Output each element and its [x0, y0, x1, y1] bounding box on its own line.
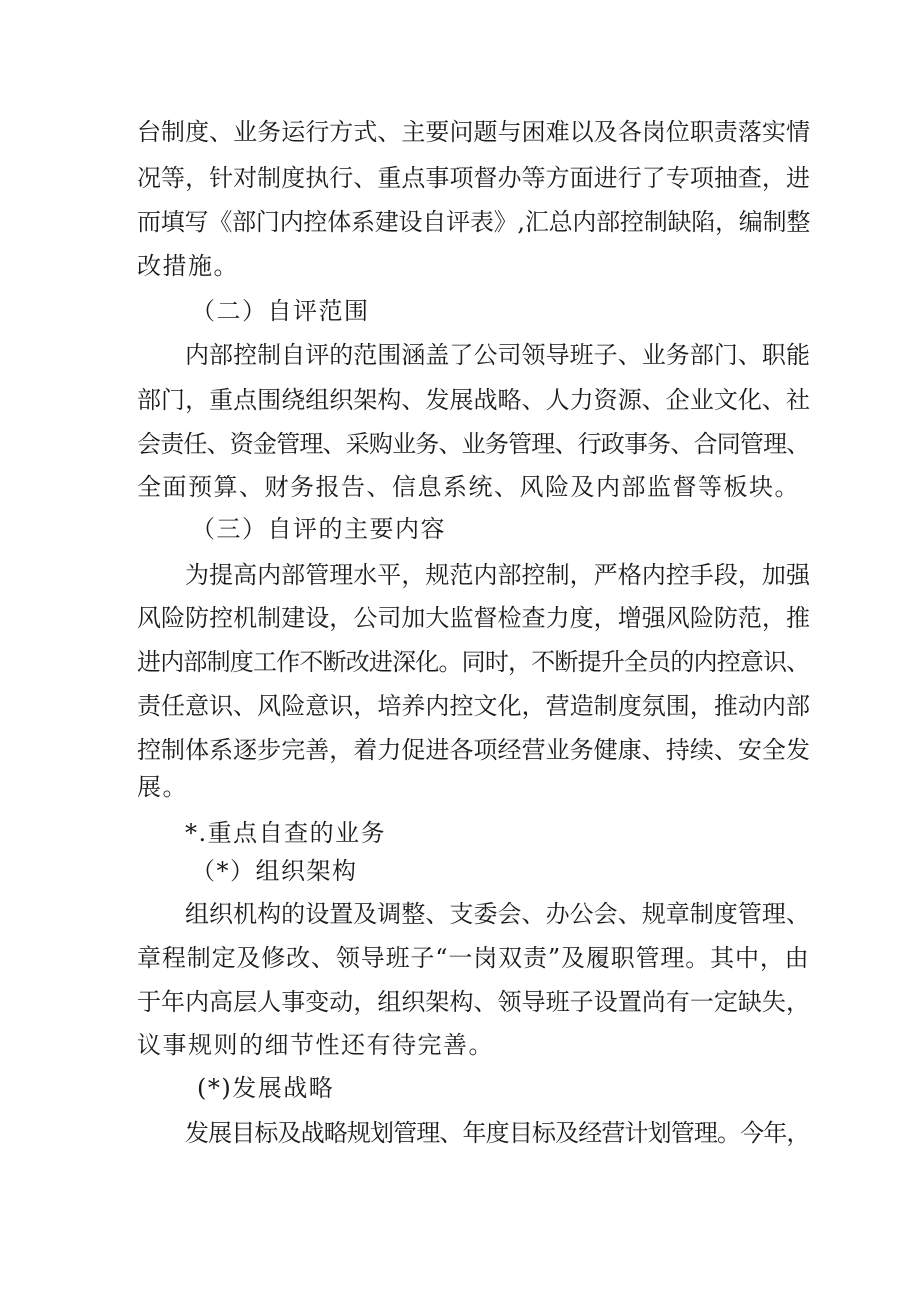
paragraph-line: 改措施。: [137, 252, 239, 280]
paragraph-line: 况等，针对制度执行、重点事项督办等方面进行了专项抽查，进: [137, 164, 810, 192]
section-heading: （三）自评的主要内容: [191, 515, 446, 543]
paragraph-line: 议事规则的细节性还有待完善。: [137, 1031, 494, 1059]
paragraph-line: 发展目标及战略规划管理、年度目标及经营计划管理。今年，: [185, 1119, 810, 1147]
paragraph-line: 台制度、业务运行方式、主要问题与困难以及各岗位职责落实情: [137, 118, 810, 146]
subsection-heading: （*）组织架构: [191, 857, 358, 885]
paragraph-line: 部门，重点围绕组织架构、发展战略、人力资源、企业文化、社: [137, 386, 810, 414]
paragraph-line: 于年内高层人事变动，组织架构、领导班子设置尚有一定缺失，: [137, 988, 810, 1016]
section-heading: （二）自评范围: [191, 297, 370, 325]
paragraph-line: 责任意识、风险意识，培养内控文化，营造制度氛围，推动内部: [137, 692, 810, 720]
paragraph-line: 全面预算、财务报告、信息系统、风险及内部监督等板块。: [137, 473, 800, 501]
paragraph-line: 而填写《部门内控体系建设自评表》,汇总内部控制缺陷，编制整: [137, 208, 811, 236]
paragraph-line: 内部控制自评的范围涵盖了公司领导班子、业务部门、职能: [185, 341, 810, 369]
subsection-heading: (*)发展战略: [197, 1074, 335, 1102]
paragraph-line: 控制体系逐步完善，着力促进各项经营业务健康、持续、安全发: [137, 736, 810, 764]
paragraph-line: 会责任、资金管理、采购业务、业务管理、行政事务、合同管理、: [137, 430, 810, 458]
paragraph-line: 章程制定及修改、领导班子“一岗双责”及履职管理。其中，由: [137, 944, 810, 972]
paragraph-line: 为提高内部管理水平，规范内部控制，严格内控手段，加强: [185, 561, 810, 589]
paragraph-line: 组织机构的设置及调整、支委会、办公会、规章制度管理、: [185, 900, 810, 928]
paragraph-line: 展。: [137, 773, 188, 801]
subsection-heading: *.重点自查的业务: [185, 819, 387, 847]
paragraph-line: 风险防控机制建设，公司加大监督检查力度，增强风险防范，推: [137, 604, 810, 632]
paragraph-line: 进内部制度工作不断改进深化。同时，不断提升全员的内控意识、: [137, 648, 810, 676]
